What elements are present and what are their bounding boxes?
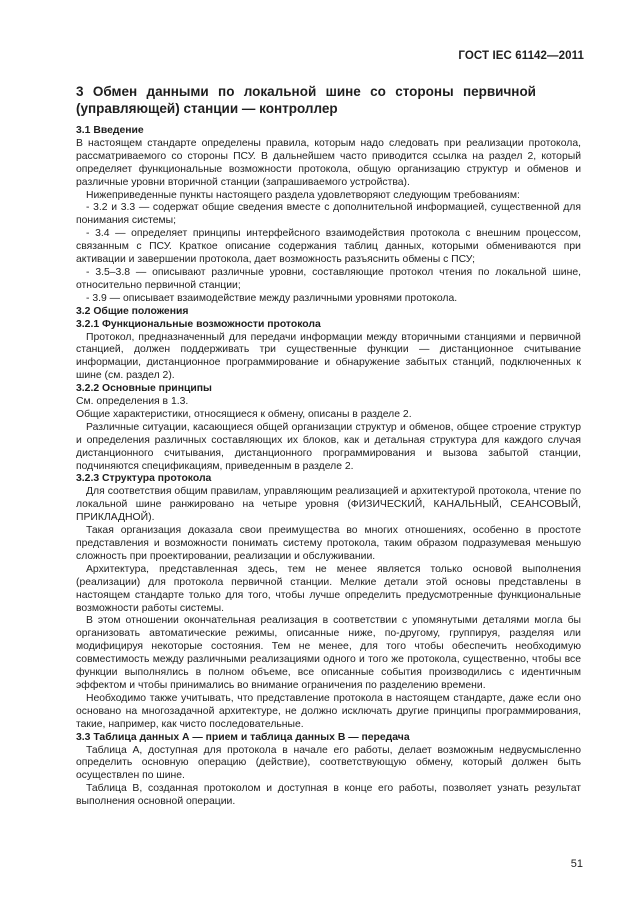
paragraph: Необходимо также учитывать, что представление протокола в настоящем стандарте, даже если оно основано на многозадачной архитектуре, не должно исключать другие принципы программирования, такие, например, как чисто последовательные.: [76, 692, 581, 730]
paragraph: Для соответствия общим правилам, управляющим реализацией и архитектурой протокола, чтение по локальной шине ранжировано на четыре уровня (ФИЗИЧЕСКИЙ, КАНАЛЬНЫЙ, СЕАНСОВЫЙ, ПРИКЛАДНОЙ).: [76, 486, 581, 524]
section-heading: 3.1 Введение: [76, 125, 144, 136]
page-number: 51: [570, 858, 583, 870]
section-heading: 3.2.3 Структура протокола: [76, 473, 212, 485]
paragraph: Такая организация доказала свои преимущества во многих отношениях, особенно в простоте представления и возможности понимать систему протокола, таким образом подразумевая меньшую сложность при проектировании, реализации и обслуживании.: [76, 525, 581, 562]
section-heading: 3.2 Общие положения: [76, 305, 189, 317]
paragraph: См. определения в 1.3.: [76, 396, 189, 408]
paragraph: Нижеприведенные пункты настоящего раздела удовлетворяют следующим требованиям:: [86, 189, 520, 201]
paragraph: - 3.2 и 3.3 — содержат общие сведения вместе с дополнительной информацией, существенной для понимания системы;: [76, 202, 581, 227]
paragraph: Протокол, предназначенный для передачи информации между вторичными станциями и первичной станцией, должен поддерживать три существенные функции — дистанционное считывание информации, дистанционное программирование и обнаружение забытых станций, подключенных к шине (см. раздел 2).: [76, 331, 581, 382]
paragraph: Различные ситуации, касающиеся общей организации структур и обменов, общее строение структур и определения различных составляющих их блоков, как и детальная структура для каждого случая дистанционного считывания, дистанционного программирования и вызова забытой станции, подчиняются спецификациям, приведенным в разделе 2.: [76, 421, 581, 472]
paragraph: Архитектура, представленная здесь, тем не менее является только основой выполнения (реализации) для протокола первичной станции. Мелкие детали этой основы представлены в настоящем стандарте только для того, чтобы лучше определить предусмотренные функциональные возможности работы системы.: [76, 563, 581, 614]
section-title: 3 Обмен данными по локальной шине со стороны первичной (управляющей) станции — контроллер: [76, 84, 536, 116]
document-body: [76, 125, 581, 809]
section-heading: 3.2.1 Функциональные возможности протокола: [76, 318, 321, 330]
paragraph: Общие характеристики, относящиеся к обмену, описаны в разделе 2.: [76, 408, 412, 420]
paragraph: - 3.4 — определяет принципы интерфейсного взаимодействия протокола с внешним процессом, связанным с ПСУ. Краткое описание содержания таблиц данных, которыми обмениваются при активации и завершении протокола, дает возможность разъяснить обмены с ПСУ;: [76, 228, 581, 266]
document-header: ГОСТ IEC 61142—2011: [458, 50, 584, 62]
paragraph: - 3.5–3.8 — описывают различные уровни, составляющие протокол чтения по локальной шине, относительно первичной станции;: [76, 266, 581, 291]
paragraph: Таблица А, доступная для протокола в начале его работы, делает возможным недвусмысленно определить основную операцию (действие), соответствующую обмену, который должен быть осуществлен по шине.: [76, 744, 581, 782]
section-heading: 3.3 Таблица данных А — прием и таблица данных В — передача: [76, 731, 410, 743]
paragraph: - 3.9 — описывает взаимодействие между различными уровнями протокола.: [86, 292, 458, 304]
paragraph: В настоящем стандарте определены правила, которым надо следовать при реализации протокола, рассматриваемого со стороны ПСУ. В дальнейшем часто приводится ссылка на раздел 2, который определяет функциональные возможности протокола, общую организацию структур и обменов и различные уровни вторичной станции (запрашиваемого устройства).: [76, 137, 581, 188]
section-heading: 3.2.2 Основные принципы: [76, 383, 212, 395]
paragraph: Таблица В, созданная протоколом и доступная в конце его работы, позволяет узнать результат выполнения основной операции.: [76, 783, 581, 808]
paragraph: В этом отношении окончательная реализация в соответствии с упомянутыми деталями могла бы организовать автоматические режимы, описанные ниже, по-другому, группируя, разделяя или модифицируя некоторые состояния. Тем не менее, для того чтобы обеспечить необходимую совместимость между различными реализациями одного и того же протокола, существенно, чтобы все функции выполнялись в полном объеме, все описанные события производились с идентичным эффектом и чтобы принимались во внимание ограничения по разделению времени.: [76, 615, 581, 691]
